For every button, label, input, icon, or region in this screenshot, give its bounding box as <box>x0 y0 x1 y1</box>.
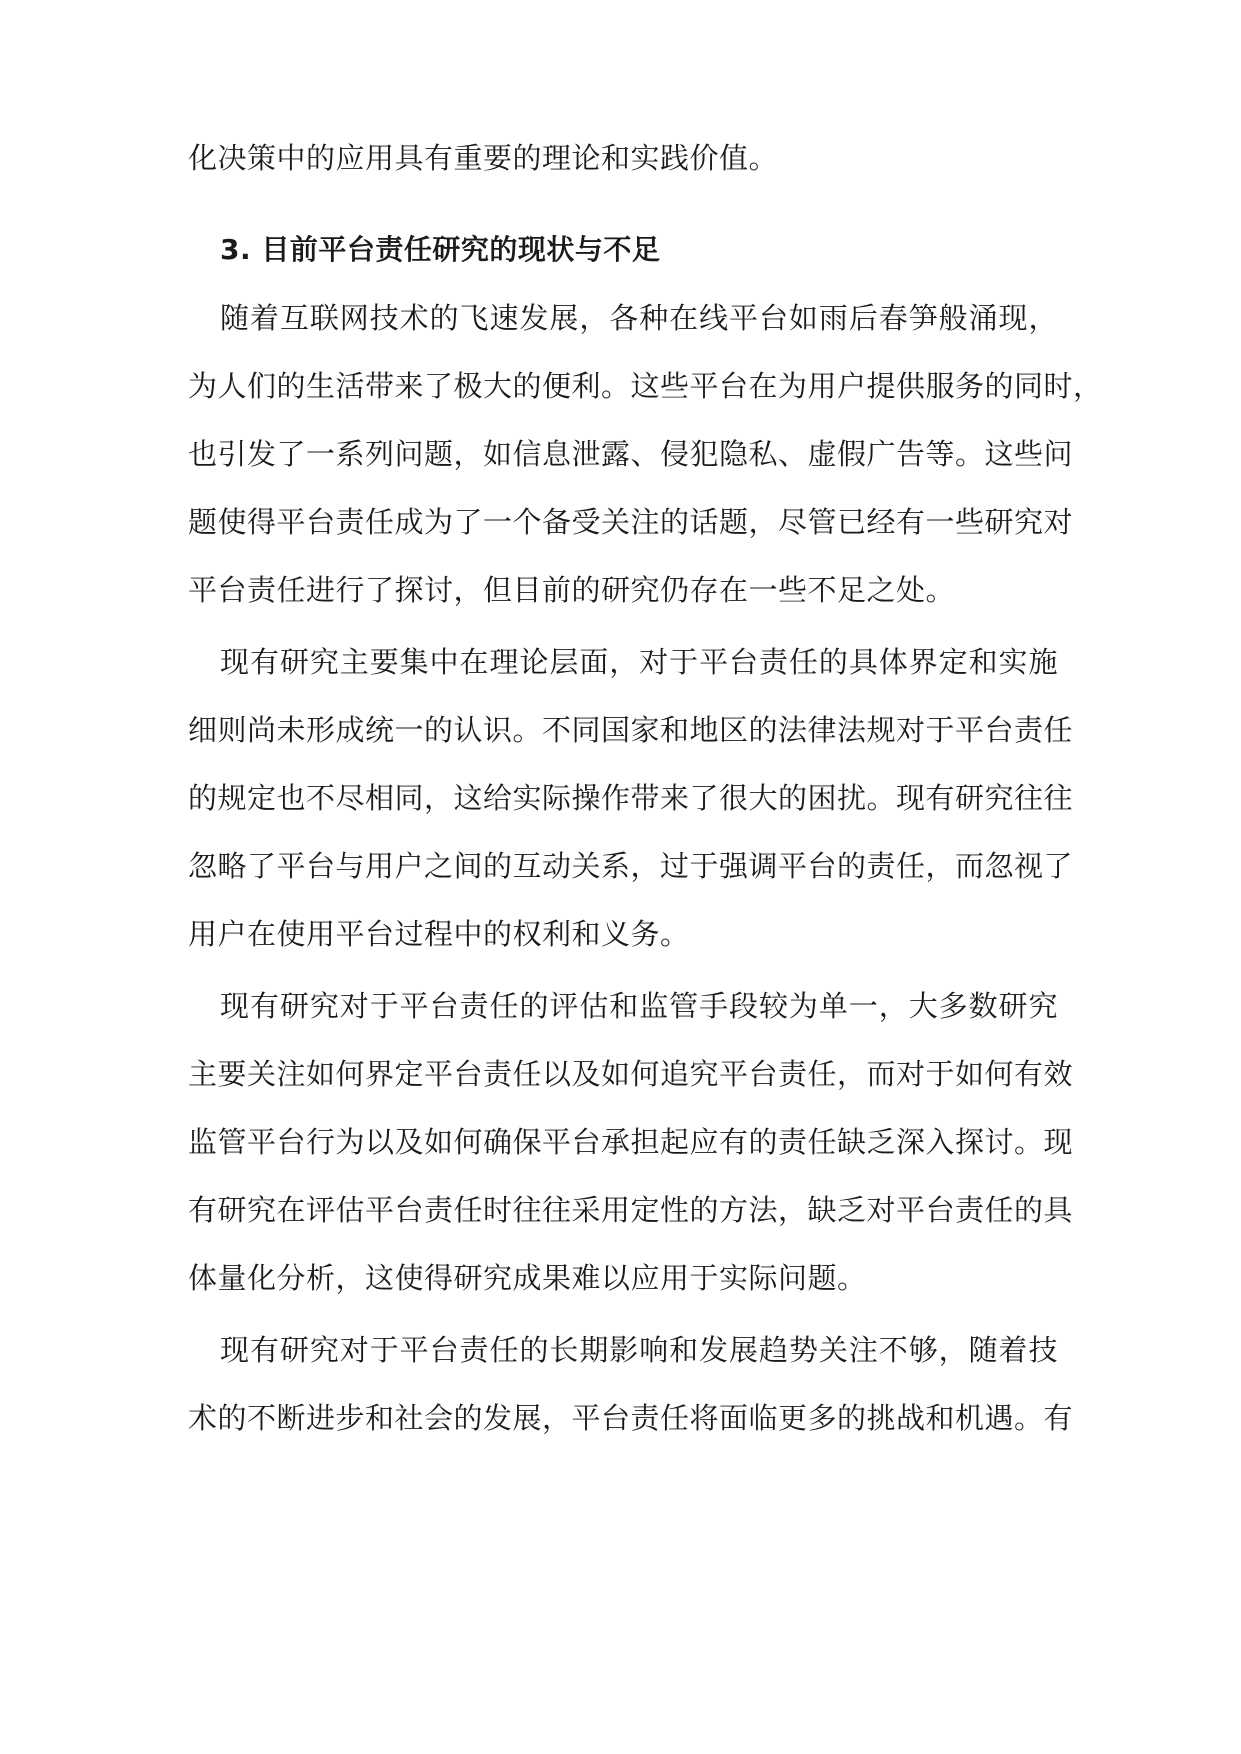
paragraph-1-line-3: 也引发了一系列问题，如信息泄露、侵犯隐私、虚假广告等。这些问 <box>188 437 1074 471</box>
paragraph-3-line-3: 监管平台行为以及如何确保平台承担起应有的责任缺乏深入探讨。现 <box>188 1125 1074 1159</box>
paragraph-1-line-4: 题使得平台责任成为了一个备受关注的话题，尽管已经有一些研究对 <box>188 505 1074 539</box>
paragraph-2-line-2: 细则尚未形成统一的认识。不同国家和地区的法律法规对于平台责任 <box>188 713 1074 747</box>
paragraph-1-line-5: 平台责任进行了探讨，但目前的研究仍存在一些不足之处。 <box>188 573 956 607</box>
paragraph-1-line-1: 随着互联网技术的飞速发展，各种在线平台如雨后春笋般涌现， <box>220 301 1058 335</box>
paragraph-1-line-2: 为人们的生活带来了极大的便利。这些平台在为用户提供服务的同时， <box>188 369 1103 403</box>
paragraph-2-line-5: 用户在使用平台过程中的权利和义务。 <box>188 917 690 951</box>
paragraph-4-line-1: 现有研究对于平台责任的长期影响和发展趋势关注不够，随着技 <box>220 1333 1058 1367</box>
paragraph-2-line-4: 忽略了平台与用户之间的互动关系，过于强调平台的责任，而忽视了 <box>188 849 1074 883</box>
paragraph-continuation-line: 化决策中的应用具有重要的理论和实践价值。 <box>188 141 779 175</box>
paragraph-4-line-2: 术的不断进步和社会的发展，平台责任将面临更多的挑战和机遇。有 <box>188 1401 1074 1435</box>
paragraph-3-line-5: 体量化分析，这使得研究成果难以应用于实际问题。 <box>188 1261 867 1295</box>
section-heading: 3. 目前平台责任研究的现状与不足 <box>220 233 661 266</box>
paragraph-3-line-4: 有研究在评估平台责任时往往采用定性的方法，缺乏对平台责任的具 <box>188 1193 1074 1227</box>
paragraph-3-line-1: 现有研究对于平台责任的评估和监管手段较为单一，大多数研究 <box>220 989 1058 1023</box>
paragraph-2-line-3: 的规定也不尽相同，这给实际操作带来了很大的困扰。现有研究往往 <box>188 781 1074 815</box>
paragraph-2-line-1: 现有研究主要集中在理论层面，对于平台责任的具体界定和实施 <box>220 645 1058 679</box>
paragraph-3-line-2: 主要关注如何界定平台责任以及如何追究平台责任，而对于如何有效 <box>188 1057 1074 1091</box>
